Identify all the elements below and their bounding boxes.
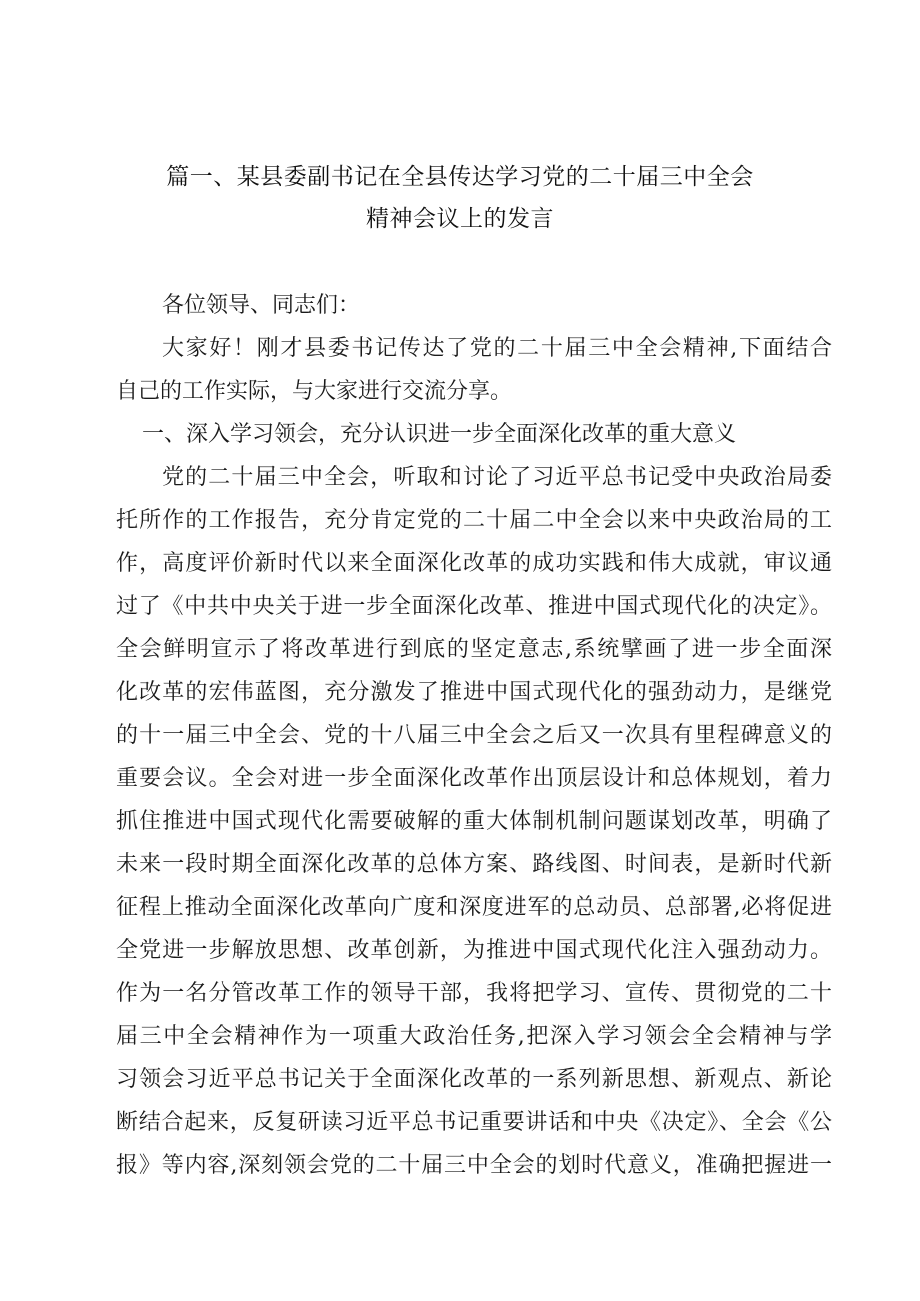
paragraph-line: 作，高度评价新时代以来全面深化改革的成功实践和伟大成就，审议通 (116, 551, 832, 576)
paragraph-line: 报》等内容,深刻领会党的二十届三中全会的划时代意义，准确把握进一 (116, 1153, 832, 1178)
paragraph-line: 托所作的工作报告，充分肯定党的二十届二中全会以来中央政治局的工 (116, 508, 832, 533)
document-title-line-2: 精神会议上的发言 (366, 206, 554, 232)
paragraph-line: 大家好！刚才县委书记传达了党的二十届三中全会精神,下面结合 (162, 336, 832, 361)
paragraph-line: 全会鲜明宣示了将改革进行到底的坚定意志,系统擘画了进一步全面深 (116, 637, 832, 662)
paragraph-line: 习领会习近平总书记关于全面深化改革的一系列新思想、新观点、新论 (116, 1067, 832, 1092)
paragraph-line: 断结合起来，反复研读习近平总书记重要讲话和中央《决定》、全会《公 (116, 1110, 832, 1135)
paragraph-line: 届三中全会精神作为一项重大政治任务,把深入学习领会全会精神与学 (116, 1024, 832, 1049)
salutation: 各位领导、同志们： (162, 293, 361, 318)
paragraph-line: 的十一届三中全会、党的十八届三中全会之后又一次具有里程碑意义的 (116, 723, 832, 748)
document-body (116, 284, 832, 1187)
paragraph-line: 重要会议。全会对进一步全面深化改革作出顶层设计和总体规划，着力 (116, 766, 832, 791)
paragraph-line: 党的二十届三中全会，听取和讨论了习近平总书记受中央政治局委 (162, 465, 832, 490)
paragraph-line: 自己的工作实际，与大家进行交流分享。 (116, 379, 513, 404)
paragraph-line: 征程上推动全面深化改革向广度和深度进军的总动员、总部署,必将促进 (116, 895, 832, 920)
paragraph-line: 过了《中共中央关于进一步全面深化改革、推进中国式现代化的决定》。 (116, 594, 832, 619)
paragraph-line: 化改革的宏伟蓝图，充分激发了推进中国式现代化的强劲动力，是继党 (116, 680, 832, 705)
paragraph-line: 作为一名分管改革工作的领导干部，我将把学习、宣传、贯彻党的二十 (116, 981, 832, 1006)
document-title-line-1: 篇一、某县委副书记在全县传达学习党的二十届三中全会 (166, 164, 754, 190)
paragraph-line: 全党进一步解放思想、改革创新，为推进中国式现代化注入强劲动力。 (116, 938, 832, 963)
section-heading: 一、深入学习领会，充分认识进一步全面深化改革的重大意义 (142, 422, 737, 447)
paragraph-line: 抓住推进中国式现代化需要破解的重大体制机制问题谋划改革，明确了 (116, 809, 832, 834)
paragraph-line: 未来一段时期全面深化改革的总体方案、路线图、时间表，是新时代新 (116, 852, 832, 877)
